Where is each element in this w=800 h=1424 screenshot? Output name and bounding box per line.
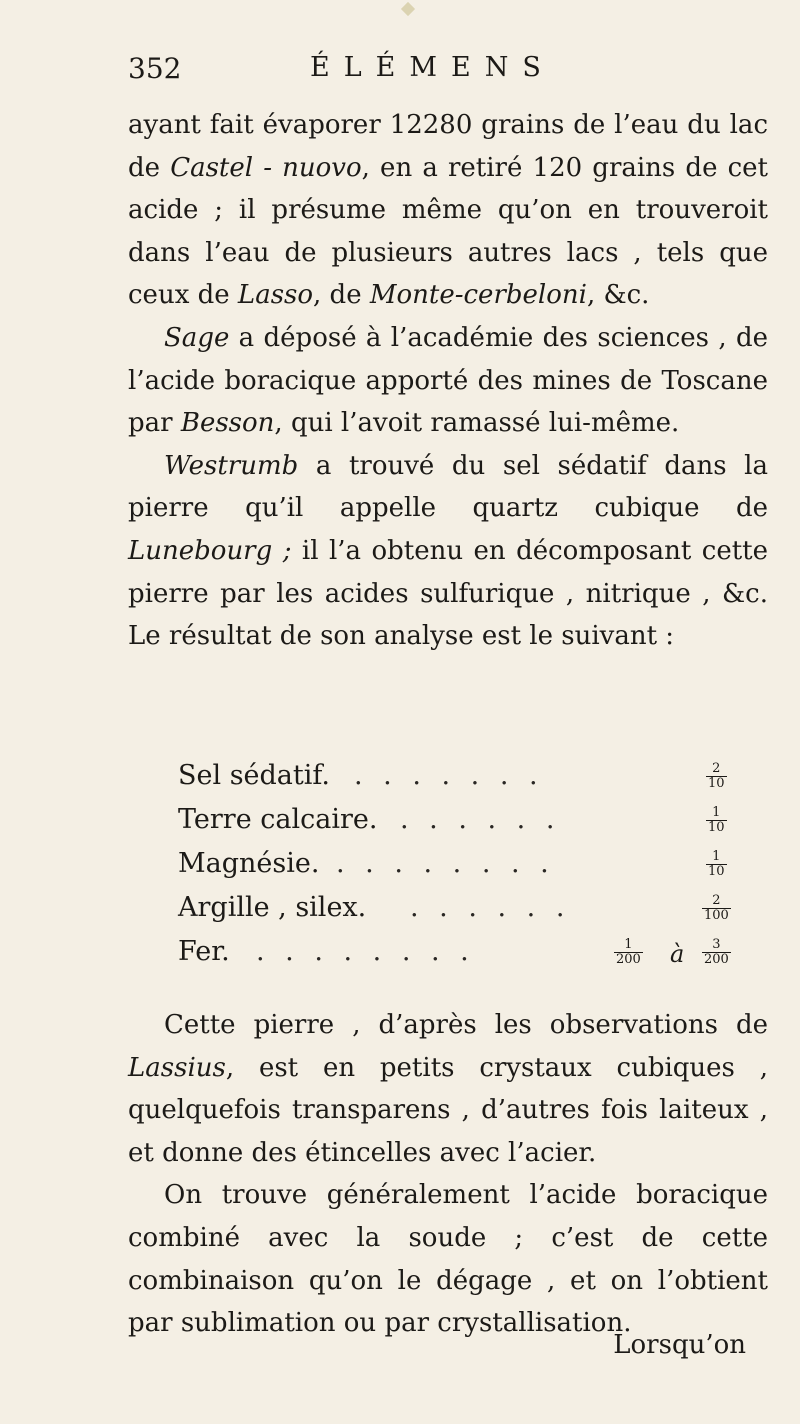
- fraction-numerator: 1: [712, 805, 721, 820]
- fraction-numerator: 1: [624, 937, 633, 952]
- page-header: [128, 52, 778, 92]
- fraction-value: [702, 938, 731, 967]
- fraction-denominator: 10: [708, 776, 725, 791]
- fraction-numerator: 2: [712, 761, 721, 776]
- table-row: [178, 804, 738, 848]
- table-row: [178, 760, 738, 804]
- dot-leader: . . . . . . .: [354, 760, 544, 791]
- fraction-denominator: 200: [616, 952, 641, 967]
- catchword: Lorsqu’on: [613, 1330, 746, 1360]
- text-run: , &c.: [586, 280, 650, 311]
- table-row: [178, 892, 738, 936]
- paragraph: [128, 1174, 768, 1344]
- italic-name: Lasso: [237, 280, 314, 311]
- fraction-numerator: 3: [712, 937, 721, 952]
- italic-name: Westrumb: [164, 450, 299, 481]
- italic-name: Castel - nuovo: [170, 152, 362, 183]
- dot-leader: . . . . . .: [410, 892, 571, 923]
- text-run: , est en petits crystaux cubiques , quelquefois transparens , d’autres fois laiteux , et donne des étincelles avec l’acier.: [128, 1052, 768, 1168]
- italic-name: Sage: [164, 322, 230, 353]
- text-run: , en a retiré 120 grains de cet acide ; il présume même qu’on en trouveroit dans l’eau de plusieurs autres lacs , tels que ceux de: [128, 152, 768, 311]
- fraction-numerator: 1: [712, 849, 721, 864]
- table-row: [178, 848, 738, 892]
- fraction-denominator: 200: [704, 952, 729, 967]
- analysis-table: [178, 760, 738, 980]
- row-label: Magnésie.: [178, 848, 320, 879]
- text-run: , qui l’avoit ramassé lui-même.: [274, 408, 680, 439]
- italic-name: Monte-cerbeloni: [369, 280, 587, 311]
- dot-leader: . . . . . . . .: [256, 936, 475, 967]
- row-label: Fer.: [178, 936, 230, 967]
- fraction-value: [706, 762, 727, 791]
- body-text-top: [128, 104, 768, 658]
- running-head: ÉLÉMENS: [310, 52, 555, 83]
- fraction-numerator: 2: [712, 893, 721, 908]
- italic-name: Besson: [180, 408, 275, 439]
- body-text-bottom: [128, 1004, 768, 1345]
- dot-leader: . . . . . .: [400, 804, 561, 835]
- row-label: Argille , silex.: [178, 892, 367, 923]
- fraction-value: [706, 806, 727, 835]
- text-run: a trouvé du sel sédatif dans la pierre qu’il appelle quartz cubique de: [128, 450, 768, 524]
- row-label: Sel sédatif.: [178, 760, 331, 791]
- text-run: a déposé à l’académie des sciences , de l’acide boracique apporté des mines de Toscane par: [128, 322, 768, 439]
- page-number: 352: [128, 52, 182, 85]
- text-run: Cette pierre , d’après les observations de: [164, 1010, 768, 1040]
- range-word: à: [670, 940, 685, 968]
- paragraph: [128, 104, 768, 317]
- fraction-value: [702, 894, 731, 923]
- fraction-denominator: 10: [708, 820, 725, 835]
- italic-name: Lassius: [128, 1052, 226, 1083]
- paragraph: [128, 445, 768, 658]
- fraction-value: [706, 850, 727, 879]
- fraction-denominator: 10: [708, 864, 725, 879]
- fraction-range-from: [614, 938, 643, 967]
- text-run: ayant fait évaporer 12280 grains de l’eau du lac de: [128, 110, 768, 183]
- text-run: , de: [313, 280, 370, 311]
- paragraph: [128, 1004, 768, 1174]
- table-row: [178, 936, 738, 980]
- text-run: On trouve généralement l’acide boracique combiné avec la soude ; c’est de cette combinaison qu’on le dégage , et on l’obtient par sublimation ou par crystallisation.: [128, 1180, 768, 1339]
- paragraph: [128, 317, 768, 445]
- italic-name: Lunebourg ;: [128, 535, 292, 566]
- text-run: il l’a obtenu en décomposant cette pierre par les acides sulfurique , nitrique , &c. Le résultat de son analyse est le suivant :: [128, 535, 768, 652]
- dot-leader: . . . . . . . .: [336, 848, 555, 879]
- row-label: Terre calcaire.: [178, 804, 378, 835]
- ink-speck-mark: [401, 2, 415, 16]
- fraction-denominator: 100: [704, 908, 729, 923]
